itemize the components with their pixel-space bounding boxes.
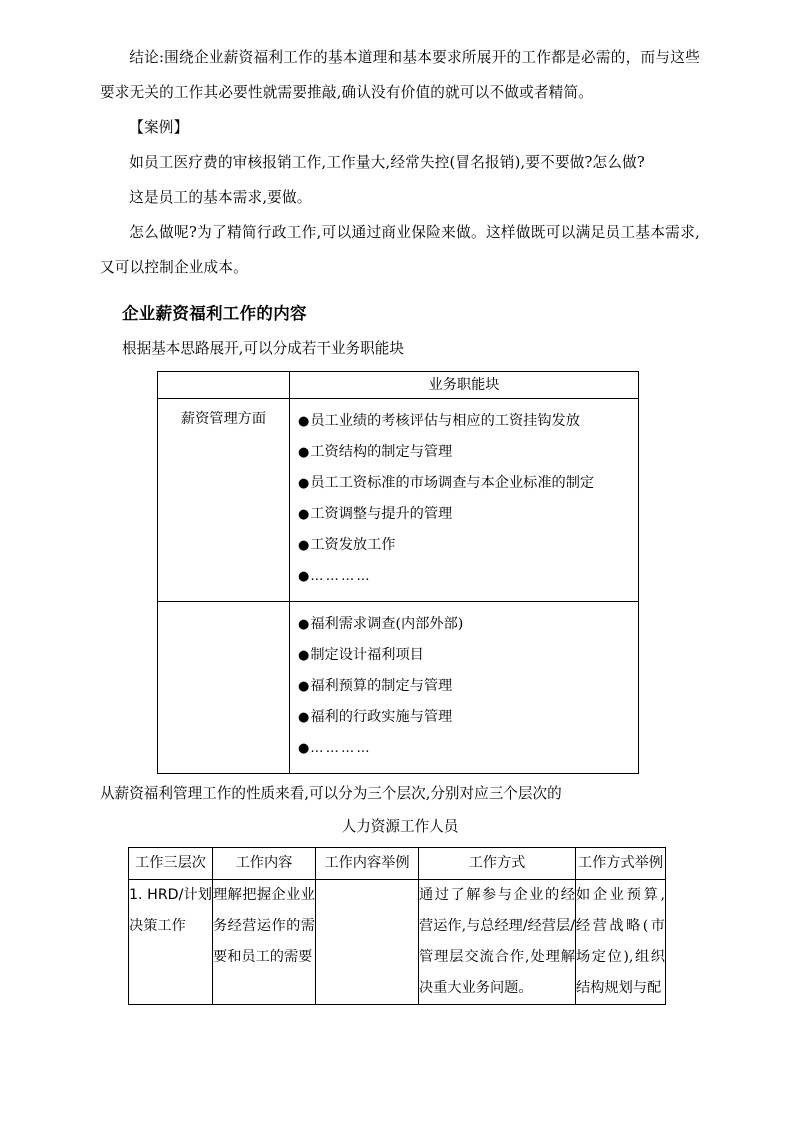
table-business-function-blocks-wrapper: [157, 371, 700, 774]
list-item: [298, 499, 632, 530]
list-item-label: 福利的行政实施与管理: [310, 709, 453, 725]
list-item-label: 员工工资标准的市场调查与本企业标准的制定: [310, 475, 595, 491]
paragraph-case-method: 怎么做呢?为了精简行政工作,可以通过商业保险来做。这样做既可以满足员工基本需求,又可以控制企业成本。: [100, 224, 700, 276]
table-three-layer-work: [128, 847, 666, 1005]
list-item: [298, 702, 632, 733]
table-row: [158, 602, 639, 774]
bullet-icon: ●: [298, 679, 310, 694]
table2-row0-content: 理解把握企业业务经营运作的需要和员工的需要: [213, 880, 316, 1005]
table1-row0-items: [290, 399, 639, 602]
paragraph-case-question: 如员工医疗费的审核报销工作,工作量大,经常失控(冒名报销),要不要做?怎么做?: [129, 154, 645, 171]
list-item-label: 工资结构的制定与管理: [310, 444, 453, 460]
table2-col-header-3: 工作方式: [419, 848, 576, 880]
table-row: [158, 372, 639, 399]
bullet-icon: ●: [298, 617, 310, 632]
table2-col-header-2: 工作内容举例: [316, 848, 419, 880]
table2-col-header-4: 工作方式举例: [576, 848, 666, 880]
list-item-label: 制定设计福利项目: [310, 647, 424, 663]
bullet-icon: ●: [298, 741, 310, 756]
table1-row1-label: [158, 602, 290, 774]
table2-row0-method-example: 如企业预算,经营战略(市场定位),组织结构规划与配: [576, 880, 666, 1005]
bullet-icon: ●: [298, 569, 310, 584]
table-row: [158, 399, 639, 602]
section-lead-text: 根据基本思路展开,可以分成若干业务职能块: [122, 340, 404, 357]
bullet-icon: ●: [298, 445, 310, 460]
table1-header-left: [158, 372, 290, 399]
table2-row0-level: 1. HRD/计划决策工作: [129, 880, 213, 1005]
list-item-label: 福利需求调查(内部外部): [310, 616, 464, 632]
bullet-icon: ●: [298, 507, 310, 522]
bullet-icon: ●: [298, 414, 310, 429]
bullet-icon: ●: [298, 648, 310, 663]
list-item-label: 工资调整与提升的管理: [310, 506, 453, 522]
paragraph-hr-staff: 人力资源工作人员: [341, 818, 459, 835]
bullet-icon: ●: [298, 476, 310, 491]
table1-row1-items: [290, 602, 639, 774]
paragraph-three-levels: 从薪资福利管理工作的性质来看,可以分为三个层次,分别对应三个层次的: [100, 785, 562, 802]
list-item: [298, 733, 632, 764]
table2-row0-content-example: [316, 880, 419, 1005]
list-item: [298, 530, 632, 561]
document-content: [100, 40, 700, 1005]
list-item-label: …………: [310, 741, 372, 756]
table1-header-right: 业务职能块: [290, 372, 639, 399]
list-item: [298, 437, 632, 468]
list-item-label: 福利预算的制定与管理: [310, 678, 453, 694]
paragraph-case-label: 【案例】: [129, 119, 189, 136]
list-item-label: 工资发放工作: [310, 537, 396, 553]
table-business-function-blocks: [157, 371, 639, 774]
list-item: [298, 561, 632, 592]
list-item: [298, 406, 632, 437]
list-item-label: 员工业绩的考核评估与相应的工资挂钩发放: [310, 413, 580, 429]
list-item: [298, 468, 632, 499]
table-row: [129, 880, 666, 1005]
list-item: [298, 640, 632, 671]
section-heading: 企业薪资福利工作的内容: [122, 304, 307, 323]
bullet-icon: ●: [298, 538, 310, 553]
paragraph-conclusion: 结论:围绕企业薪资福利工作的基本道理和基本要求所展开的工作都是必需的，而与这些要求无关的工作其必要性就需要推敲,确认没有价值的就可以不做或者精简。: [100, 49, 700, 101]
list-item: [298, 671, 632, 702]
table1-row0-label: 薪资管理方面: [158, 399, 290, 602]
list-item-label: …………: [310, 569, 372, 584]
table2-row0-method: 通过了解参与企业的经营运作,与总经理/经营层/管理层交流合作,处理解决重大业务问题。: [419, 880, 576, 1005]
table2-col-header-1: 工作内容: [213, 848, 316, 880]
bullet-icon: ●: [298, 710, 310, 725]
paragraph-case-answer: 这是员工的基本需求,要做。: [129, 189, 312, 206]
list-item: [298, 609, 632, 640]
table-header-row: [129, 848, 666, 880]
table2-col-header-0: 工作三层次: [129, 848, 213, 880]
table-three-layer-wrapper: [128, 847, 700, 1005]
